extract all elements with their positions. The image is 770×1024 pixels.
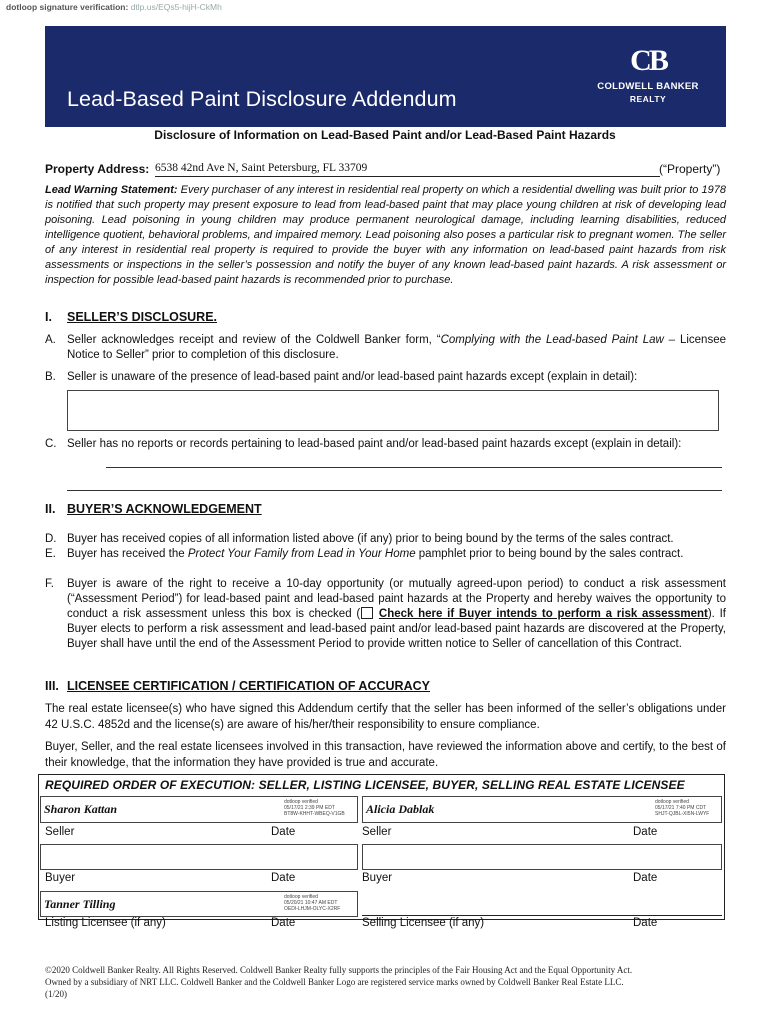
listing-dotloop-stamp <box>284 894 359 912</box>
item-b-text: Seller is unaware of the presence of lead-based paint and/or lead-based paint hazards except (explain in detail): <box>67 371 638 383</box>
section-number: I. <box>45 310 52 324</box>
selling-date-label: Date <box>633 917 658 929</box>
listing-date-label: Date <box>271 917 296 929</box>
document-subtitle: Disclosure of Information on Lead-Based Paint and/or Lead-Based Paint Hazards <box>154 128 616 142</box>
dotloop-verification <box>6 2 222 12</box>
section-title: LICENSEE CERTIFICATION / CERTIFICATION OF ACCURACY <box>67 679 430 693</box>
stamp-line3: SHJT-QJBL-XI5N-LWYF <box>655 811 710 817</box>
lead-warning-statement <box>45 183 726 288</box>
item-e <box>45 547 726 562</box>
item-e-text-italic: Protect Your Family from Lead in Your Home <box>187 548 416 560</box>
item-letter: B. <box>45 371 56 383</box>
item-d <box>45 532 726 547</box>
logo-line1: COLDWELL BANKER <box>597 81 699 92</box>
stamp-line1: dotloop verified <box>284 799 318 805</box>
seller2-signature-field[interactable] <box>362 796 722 823</box>
property-address-field[interactable]: 6538 42nd Ave N, Saint Petersburg, FL 33709 <box>155 162 368 174</box>
seller1-date-label: Date <box>271 826 296 838</box>
item-a-text-pre: Seller acknowledges receipt and review of the Coldwell Banker form, “ <box>67 334 441 346</box>
warning-label: Lead Warning Statement: <box>45 184 178 196</box>
item-letter: F. <box>45 578 54 590</box>
property-suffix: (“Property”) <box>659 162 721 176</box>
buyer2-date-label: Date <box>633 872 658 884</box>
stamp-line2: 05/17/21 2:39 PM EDT <box>284 805 335 811</box>
verification-link[interactable]: dtlp.us/EQs5-hijH-CkMh <box>130 2 222 12</box>
item-a-text-post: Licensee Notice to Seller” prior to completion of this disclosure. <box>67 334 726 361</box>
seller2-dotloop-stamp <box>655 799 723 817</box>
seller2-signature: Alicia Dablak <box>366 802 435 816</box>
item-a-text-italic: Complying with the Lead-based Paint Law – <box>440 334 676 346</box>
listing-licensee-label: Listing Licensee (if any) <box>45 917 166 929</box>
item-e-text-post: pamphlet prior to being bound by the sales contract. <box>415 548 684 560</box>
listing-licensee-signature-field[interactable] <box>40 891 358 917</box>
verification-label: dotloop signature verification: <box>6 2 129 12</box>
risk-assessment-checkbox[interactable] <box>361 607 373 619</box>
section-licensee-certification <box>45 679 430 693</box>
buyer1-signature-field[interactable] <box>40 844 358 870</box>
seller-reports-explanation-line2[interactable] <box>67 490 722 491</box>
section-sellers-disclosure <box>45 310 217 324</box>
item-letter: A. <box>45 334 56 346</box>
footer-copyright <box>45 964 726 1000</box>
section-number: III. <box>45 679 59 693</box>
certification-paragraph-2: Buyer, Seller, and the real estate licensees involved in this transaction, have reviewed the information above and certify, to the best of their knowledge, that the information they have provided is true and accurate. <box>45 741 726 769</box>
seller2-label: Seller <box>362 826 392 838</box>
footer-line1: ©2020 Coldwell Banker Realty. All Rights Reserved. Coldwell Banker Realty fully supports the principles of the Fair Housing Act and the Equal Opportunity Act. <box>45 965 633 975</box>
item-f-text-post: ). If Buyer elects to perform a risk assessment and lead-based paint and/or lead-based paint hazards are discovered at the Property, Buyer shall have until the end of the Assessment Period to provide written notice to Seller of cancellation of this Contract. <box>67 608 726 650</box>
item-letter: D. <box>45 533 57 545</box>
property-address-label: Property Address: <box>45 162 150 176</box>
certification-paragraph-1: The real estate licensee(s) who have signed this Addendum certify that the seller has been informed of the seller’s obligations under 42 U.S.C. 4852d and the license(s) are aware of his/her/their responsibility to ensure compliance. <box>45 703 726 731</box>
warning-text: Every purchaser of any interest in residential real property on which a residential dwelling was built prior to 1978 is notified that such property may present exposure to lead from lead-based paint that may place young children at risk of developing lead poisoning. Lead poisoning in young children may produce permanent neurological damage, including learning disabilities, reduced intelligence quotient, behavioral problems, and impaired memory. Lead poisoning also poses a particular risk to pregnant women. The seller of any interest in residential real property is required to provide the buyer with any information on lead-based paint hazards from risk assessments or inspections in the seller’s possession and notify the buyer of any known lead-based paint hazards. A risk assessment or inspection for possible lead-based paint hazards is recommended prior to purchase. <box>45 184 726 286</box>
selling-licensee-signature-line[interactable] <box>362 915 722 916</box>
selling-licensee-label: Selling Licensee (if any) <box>362 917 485 929</box>
document-title: Lead-Based Paint Disclosure Addendum <box>67 87 457 111</box>
item-b <box>45 370 726 385</box>
section-title: BUYER’S ACKNOWLEDGEMENT <box>67 502 262 516</box>
buyer2-label: Buyer <box>362 872 393 884</box>
coldwell-banker-logo <box>586 45 710 104</box>
seller2-date-label: Date <box>633 826 658 838</box>
seller1-signature-field[interactable] <box>40 796 358 823</box>
item-e-text-pre: Buyer has received the <box>67 548 188 560</box>
footer-line2: Owned by a subsidiary of NRT LLC. Coldwell Banker and the Coldwell Banker Logo are registered service marks owned by Coldwell Banker Real Estate LLC. <box>45 977 624 987</box>
item-letter: E. <box>45 548 56 560</box>
item-d-text: Buyer has received copies of all information listed above (if any) prior to being bound by the terms of the sales contract. <box>67 533 674 545</box>
stamp-line2: 05/20/21 10:47 AM EDT <box>284 900 338 906</box>
stamp-line3: BT8W-KHHT-WBEQ-V1GB <box>284 811 345 817</box>
section-number: II. <box>45 502 56 516</box>
item-c <box>45 437 726 452</box>
item-f <box>45 577 726 652</box>
seller1-label: Seller <box>45 826 75 838</box>
item-c-text: Seller has no reports or records pertaining to lead-based paint and/or lead-based paint hazards except (explain in detail): <box>67 438 682 450</box>
buyer1-label: Buyer <box>45 872 76 884</box>
execution-order-title: REQUIRED ORDER OF EXECUTION: SELLER, LISTING LICENSEE, BUYER, SELLING REAL ESTATE LICENSEE <box>45 778 685 792</box>
section-buyers-acknowledgement <box>45 502 262 516</box>
logo-line2: REALTY <box>629 94 667 104</box>
seller-reports-explanation-field[interactable] <box>106 467 722 468</box>
stamp-line1: dotloop verified <box>284 894 318 900</box>
buyer2-signature-field[interactable] <box>362 844 722 870</box>
item-a <box>45 333 726 363</box>
property-address-underline <box>155 176 660 177</box>
item-letter: C. <box>45 438 57 450</box>
section-title: SELLER’S DISCLOSURE. <box>67 310 218 324</box>
stamp-line1: dotloop verified <box>655 799 689 805</box>
item-f-text-pre: Buyer is aware of the right to receive a 10-day opportunity (or mutually agreed-upon period) to conduct a risk assessment (“Assessment Period”) for lead-based paint and lead-based paint hazards at the Property and hereby waives the opportunity to conduct a risk assessment unless this box is checked ( <box>67 578 726 620</box>
seller-unaware-explanation-field[interactable] <box>67 390 719 431</box>
buyer1-date-label: Date <box>271 872 296 884</box>
header-banner <box>45 26 726 127</box>
footer-line3: (1/20) <box>45 989 67 999</box>
stamp-line3: OEDI-LHJM-OLYC-X2RF <box>284 906 341 912</box>
logo-mark: CB <box>630 44 666 77</box>
risk-assessment-checkbox-label: Check here if Buyer intends to perform a risk assessment <box>378 608 708 620</box>
seller1-dotloop-stamp <box>284 799 359 817</box>
stamp-line2: 05/17/21 7:40 PM CDT <box>655 805 707 811</box>
seller1-signature: Sharon Kattan <box>44 802 118 816</box>
listing-licensee-signature: Tanner Tilling <box>44 897 116 911</box>
